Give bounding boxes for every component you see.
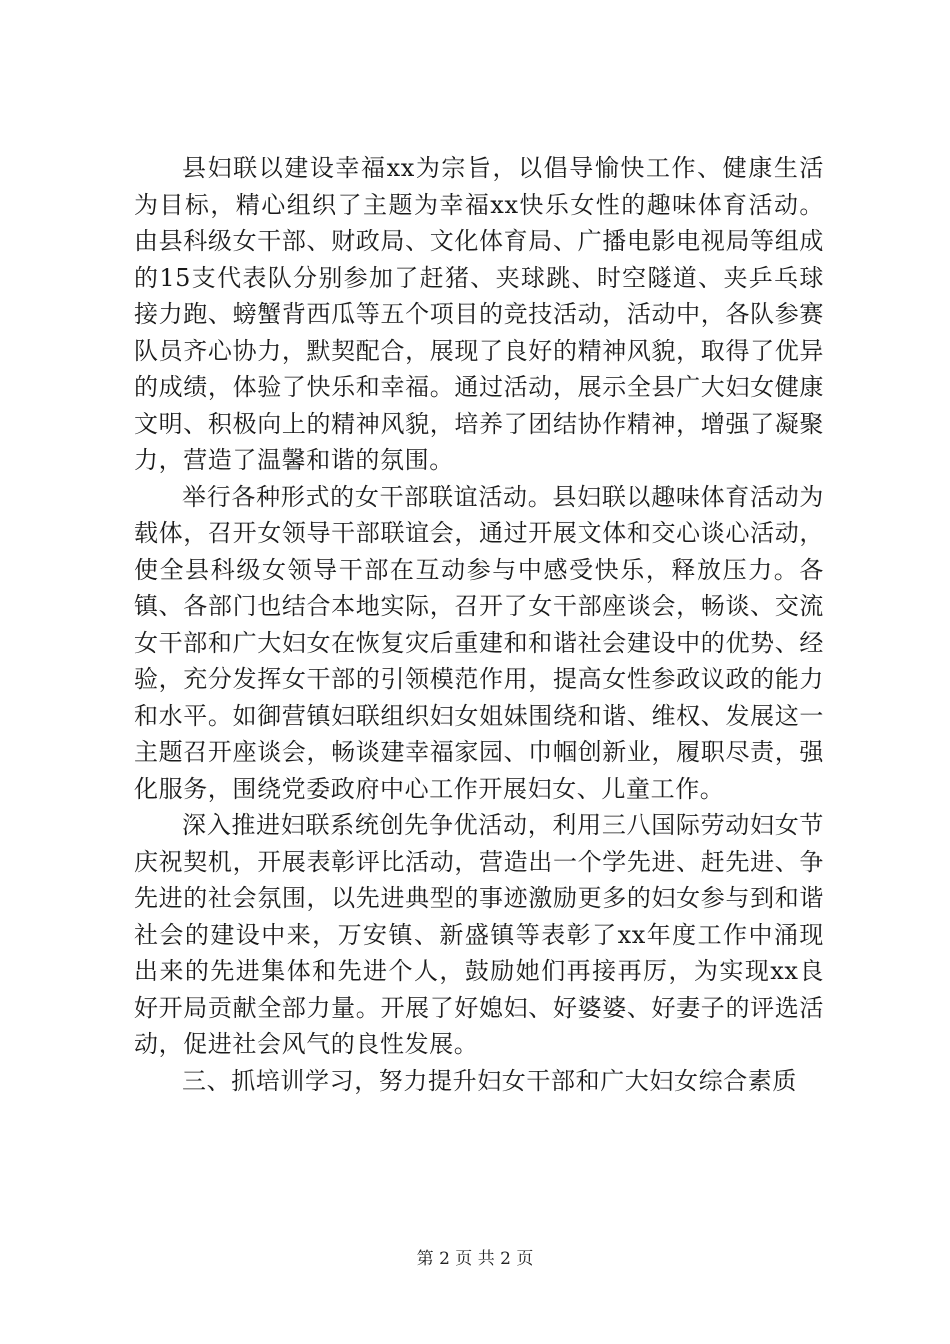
paragraph-sports-activity: 县妇联以建设幸福xx为宗旨，以倡导愉快工作、健康生活为目标，精心组织了主题为幸福xx快乐女性的趣味体育活动。由县科级女干部、财政局、文化体育局、广播电影电视局等组成的15支代表队分别参加了赶猪、夹球跳、时空隧道、夹乒乓球接力跑、螃蟹背西瓜等五个项目的竞技活动，活动中，各队参赛队员齐心协力，默契配合，展现了良好的精神风貌，取得了优异的成绩，体验了快乐和幸福。通过活动，展示全县广大妇女健康文明、积极向上的精神风貌，培养了团结协作精神，增强了凝聚力，营造了温馨和谐的氛围。 xyxy=(134,154,824,474)
page-number-footer: 第 2 页 共 2 页 xyxy=(416,1249,534,1269)
section-heading-training: 三、抓培训学习，努力提升妇女干部和广大妇女综合素质 xyxy=(182,1066,797,1095)
paragraph-friendship-activity: 举行各种形式的女干部联谊活动。县妇联以趣味体育活动为载体，召开女领导干部联谊会，通过开展文体和交心谈心活动，使全县科级女领导干部在互动参与中感受快乐，释放压力。各镇、各部门也结合本地实际，召开了女干部座谈会，畅谈、交流女干部和广大妇女在恢复灾后重建和和谐社会建设中的优势、经验，充分发挥女干部的引领模范作用，提高女性参政议政的能力和水平。如御营镇妇联组织妇女姐妹围绕和谐、维权、发展这一主题召开座谈会，畅谈建幸福家园、巾帼创新业，履职尽责，强化服务，围绕党委政府中心工作开展妇女、儿童工作。 xyxy=(134,482,824,803)
document-body xyxy=(134,150,824,1099)
paragraph-excellence-activity: 深入推进妇联系统创先争优活动，利用三八国际劳动妇女节庆祝契机，开展表彰评比活动，营造出一个学先进、赶先进、争先进的社会氛围，以先进典型的事迹激励更多的妇女参与到和谐社会的建设中来，万安镇、新盛镇等表彰了xx年度工作中涌现出来的先进集体和先进个人，鼓励她们再接再厉，为实现xx良好开局贡献全部力量。开展了好媳妇、好婆婆、好妻子的评选活动，促进社会风气的良性发展。 xyxy=(134,811,824,1058)
